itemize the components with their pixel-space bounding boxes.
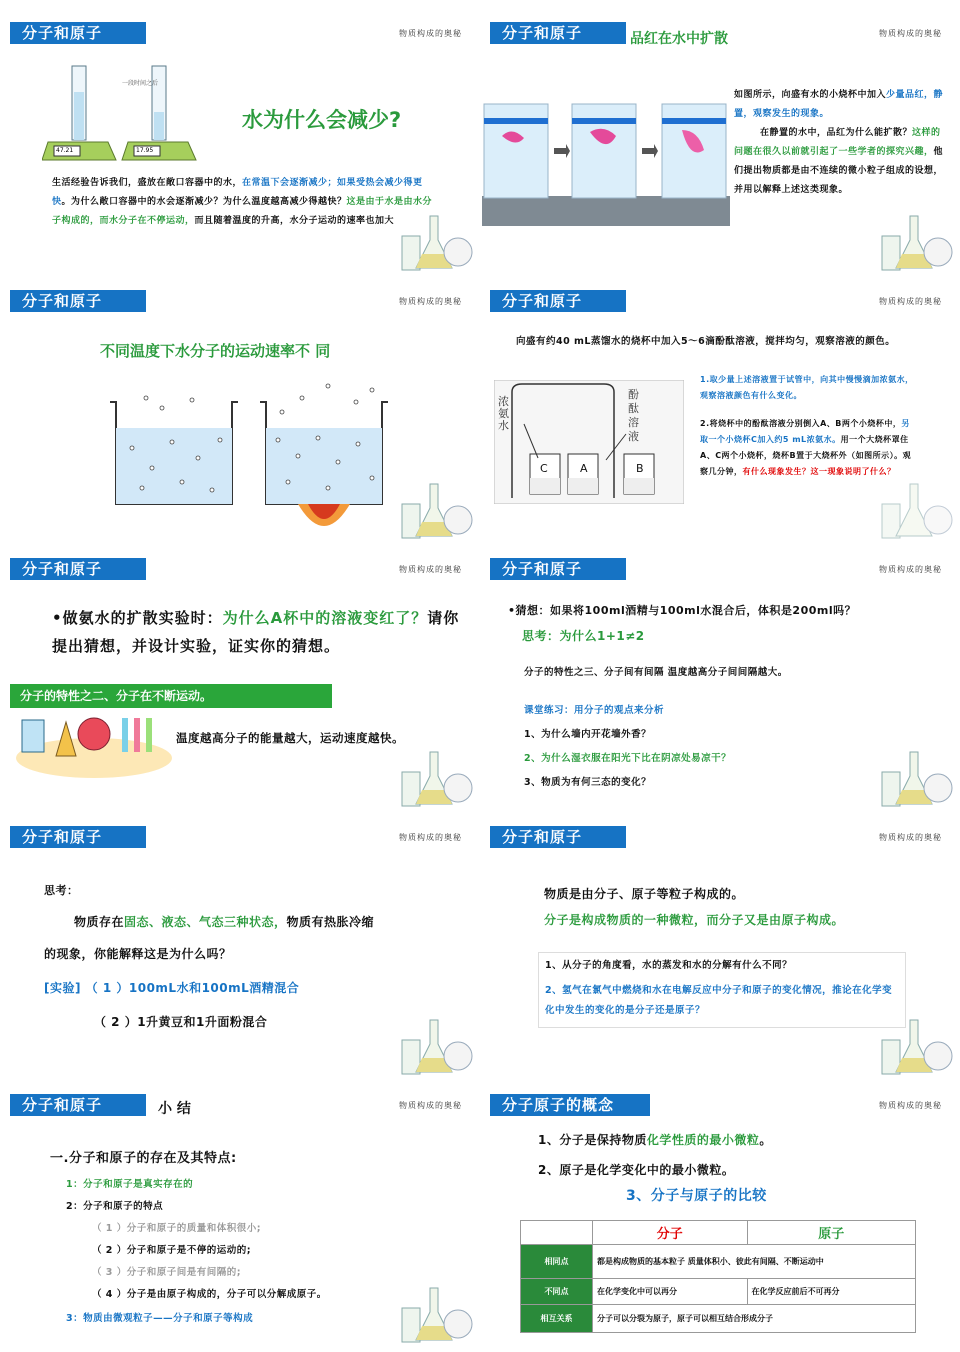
slide-header: 分子和原子 [10,290,146,312]
question-block [52,604,472,660]
text-black: 如图所示，向盛有水的小烧杯中加入 [734,90,887,100]
lab-glassware-icon [394,206,474,276]
lab-glassware-icon [394,1010,474,1080]
concept-1 [538,1132,772,1149]
description-text [734,86,946,200]
slide-subtitle: 物质构成的奥秘 [879,565,942,574]
text-black: •做氨水的扩散实验时： [52,609,223,627]
cell-diff-atom: 在化学反应前后不可再分 [747,1279,915,1305]
slide-7 [2,818,478,1084]
slide-10 [482,1086,958,1352]
slide-header: 分子和原子 [490,826,626,848]
beaker-label-a: A [580,462,588,475]
text-black: 2.将烧杯中的酚酞溶液分别倒入A、B两个小烧杯中， [700,419,902,428]
experiment-line [44,980,299,997]
intro-text: 向盛有约40 mL蒸馏水的烧杯中加入5～6滴酚酞溶液，搅拌均匀，观察溶液的颜色。 [516,336,896,347]
experiment-tag: [实验] [44,981,81,995]
sub-item-2: （ 2 ）分子和原子是不停的运动的; [92,1245,252,1256]
text-black: 物质存在 [74,915,125,929]
comparison-table [520,1220,916,1333]
guess-text: •猜想：如果将100ml酒精与100ml水混合后，体积是200ml吗？ [508,604,857,617]
item-3: 3：物质由微观粒子——分子和原子等构成 [66,1313,254,1324]
slide-8 [482,818,958,1084]
balance-reading-left: 47.21 [56,147,74,154]
slide-subtitle: 物质构成的奥秘 [879,297,942,306]
slide-subtitle: 物质构成的奥秘 [399,565,462,574]
diffusion-photo [482,96,730,226]
text-green: 这样的问题在很久以前就引起了一些学者的探究兴趣， [734,128,941,157]
slide-header: 分子和原子 [10,1094,146,1116]
exercise-title: 课堂练习：用分子的观点来分析 [524,705,665,716]
concept-2: 2、原子是化学变化中的最小微粒。 [538,1163,735,1177]
text-black: 在静置的水中，品红为什么能扩散？ [760,128,913,138]
explain-line: 的现象，你能解释这是为什么吗？ [44,947,232,961]
slide-header: 分子和原子 [490,558,626,580]
slide-subtitle: 物质构成的奥秘 [879,833,942,842]
lab-glassware-icon [874,206,954,276]
slide-5 [2,550,478,816]
states-line [74,914,374,931]
slide-1 [2,14,478,280]
exercise-1: 1、为什么墙内开花墙外香？ [524,729,652,740]
text-green: 固态、液态、气态三种状态， [124,915,287,929]
slide-header: 分子和原子 [10,826,146,848]
lab-glassware-icon [874,1010,954,1080]
col-header-molecule: 分子 [593,1221,748,1245]
statement-1: 物质是由分子、原子等粒子构成的。 [544,887,745,901]
slide-title: 不同温度下水分子的运动速率不 同 [100,342,331,360]
summary-tag: 小 结 [158,1101,191,1117]
slide-header: 分子和原子 [10,558,146,580]
table-corner [521,1221,593,1245]
item-1: 1：分子和原子是真实存在的 [66,1179,194,1190]
question-2: 2、氢气在氯气中燃烧和水在电解反应中分子和原子的变化情况，推论在化学变化中发生的变化的是分子还是原子？ [545,985,893,1016]
lab-glassware-icon [394,1278,474,1348]
text-black: 用一个大烧杯罩住A、C两个小烧杯，烧杯B置于大烧杯外（如图所示）。观察几分钟， [700,435,912,476]
property-text: 温度越高分子的能量越大，运动速度越快。 [176,731,404,745]
text-black: 1、分子是保持物质 [538,1133,647,1147]
item-2: 2：分子和原子的特点 [66,1201,164,1212]
slide-subtitle: 物质构成的奥秘 [879,1101,942,1110]
slide-tag: 品红在水中扩散 [630,31,728,47]
exercise-2: 2、为什么湿衣服在阳光下比在阴凉处易凉干？ [524,753,732,764]
lab-glassware-icon [394,474,474,544]
sub-item-3: （ 3 ）分子和原子间是有间隔的; [92,1267,242,1278]
big-title: 水为什么会减少? [242,108,402,132]
image-caption: 一段时间之后 [122,80,159,87]
lab-glassware-icon [874,742,954,812]
row-header-same: 相同点 [521,1245,593,1279]
think-label: 思考： [44,884,79,897]
slide-subtitle: 物质构成的奥秘 [399,29,462,38]
slide-2 [482,14,958,280]
slide-header: 分子和原子 [490,22,626,44]
slide-3 [2,282,478,548]
experiment-1: （ 1 ）100mL水和100mL酒精混合 [85,981,300,995]
question-1: 1、从分子的角度看，水的蒸发和水的分解有什么不同？ [545,960,793,971]
lab-cartoon-illustration [10,708,176,780]
property-band: 分子的特性之二、分子在不断运动。 [10,684,332,708]
text-black: 。 [759,1133,772,1147]
beaker-diagram [494,380,684,504]
beaker-label-c: C [540,462,548,475]
experiment-2: （ 2 ）1升黄豆和1升面粉混合 [94,1015,268,1029]
text-blue: 在常温下会逐渐减少；如果受热会减少得更快 [52,178,423,207]
cell-same: 都是构成物质的基本粒子 质量体积小、彼此有间隔、不断运动中 [593,1245,916,1279]
cell-relation: 分子可以分裂为原子，原子可以相互结合形成分子 [593,1305,916,1333]
slide-subtitle: 物质构成的奥秘 [399,1101,462,1110]
slide-subtitle: 物质构成的奥秘 [879,29,942,38]
label-phenolphthalein: 酚酞溶液 [628,388,639,443]
text-black: 他们提出物质都是由不连续的微小粒子组成的设想，并用以解释上述这类现象。 [734,147,944,195]
slide-6 [482,550,958,816]
question-2 [700,416,918,480]
slide-4 [482,282,958,548]
slide-subtitle: 物质构成的奥秘 [399,297,462,306]
exercise-3: 3、物质为有何三态的变化？ [524,777,652,788]
slide-subtitle: 物质构成的奥秘 [399,833,462,842]
text-black: 生活经验告诉我们，盛放在敞口容器中的水， [52,178,243,188]
lab-glassware-icon [394,742,474,812]
water-molecules-illustration [102,378,392,538]
question-1: 1.取少量上述溶液置于试管中，向其中慢慢滴加浓氨水，观察溶液颜色有什么变化。 [700,375,914,400]
text-blue: 另取一个小烧杯C加入约5 mL浓氨水。 [700,419,910,444]
comparison-title: 3、分子与原子的比较 [626,1188,767,1204]
text-green: 化学性质的最小微粒 [646,1133,760,1147]
label-ammonia: 浓氨水 [498,395,509,432]
balance-reading-right: 17.95 [136,147,154,154]
text-black: 请你提出猜想，并设计实验，证实你的猜想。 [52,609,460,655]
statement-2: 分子是构成物质的一种微粒，而分子又是由原子构成。 [544,913,845,927]
col-header-atom: 原子 [747,1221,915,1245]
text-black: 而且随着温度的升高，水分子运动的速率也加大 [194,216,395,226]
slide-9 [2,1086,478,1352]
slide-header: 分子和原子 [490,290,626,312]
cell-diff-molecule: 在化学变化中可以再分 [593,1279,748,1305]
question-box [538,952,906,1028]
think-text: 思考：为什么1+1≠2 [522,629,645,643]
text-black: 物质有热胀冷缩 [286,915,375,929]
row-header-relation: 相互关系 [521,1305,593,1333]
paragraph [52,174,434,231]
sub-item-1: （ 1 ）分子和原子的质量和体积很小; [92,1223,262,1234]
slide-header: 分子和原子 [10,22,146,44]
summary-heading: 一.分子和原子的存在及其特点: [50,1151,237,1166]
text-green: 这是由于水是由水分子构成的，而水分子在不停运动， [52,197,433,226]
row-header-diff: 不同点 [521,1279,593,1305]
text-red: 有什么现象发生？这一现象说明了什么？ [742,467,896,476]
sub-item-4: （ 4 ）分子是由原子构成的，分子可以分解成原子。 [92,1289,327,1300]
text-blue: 少量品红，静置，观察发生的现象。 [734,90,944,119]
property-3: 分子的特性之三、分子间有间隔 温度越高分子间间隔越大。 [524,667,788,678]
slide-header: 分子原子的概念 [490,1094,650,1116]
text-green: 为什么A杯中的溶液变红了？ [222,609,428,627]
text-black: 。为什么敞口容器中的水会逐渐减少？为什么温度越高减少得越快？ [61,197,347,207]
lab-glassware-icon [874,474,954,544]
beaker-label-b: B [636,462,644,475]
